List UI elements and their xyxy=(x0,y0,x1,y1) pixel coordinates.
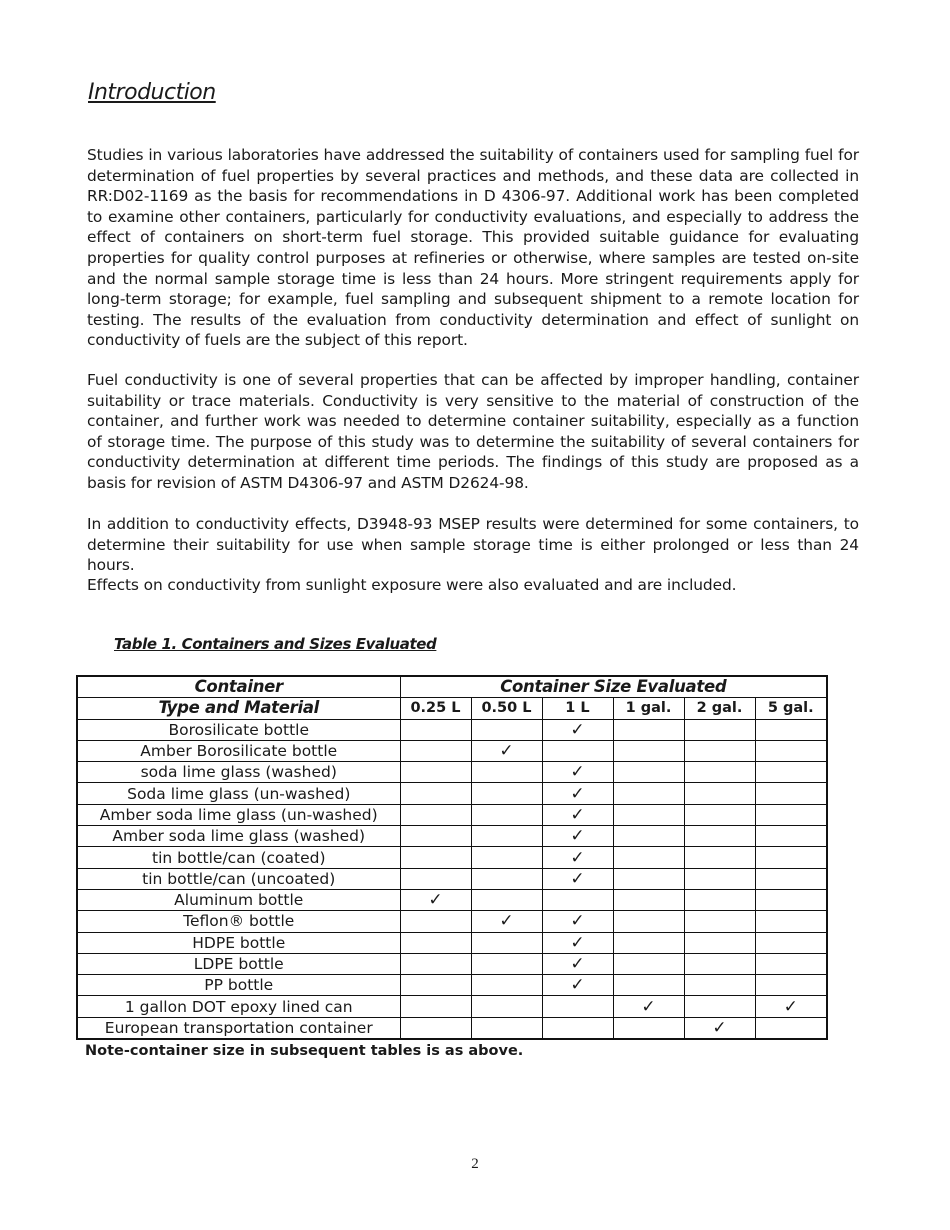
table-row xyxy=(77,932,827,953)
table-row xyxy=(77,889,827,910)
container-material-cell: Teflon® bottle xyxy=(77,911,400,932)
size-cell xyxy=(471,975,542,996)
page-number: 2 xyxy=(471,1156,479,1172)
size-cell xyxy=(400,804,471,825)
table-row xyxy=(77,783,827,804)
size-cell xyxy=(542,719,613,740)
size-cell xyxy=(755,953,827,974)
size-cell xyxy=(400,783,471,804)
size-cell xyxy=(613,932,684,953)
check-mark-icon: ✓ xyxy=(570,911,585,932)
size-cell xyxy=(613,889,684,910)
size-cell xyxy=(542,740,613,761)
check-mark-icon: ✓ xyxy=(712,1017,727,1038)
table-row xyxy=(77,996,827,1017)
check-mark-icon: ✓ xyxy=(570,762,585,783)
size-cell xyxy=(542,889,613,910)
container-material-cell: tin bottle/can (coated) xyxy=(77,847,400,868)
size-cell xyxy=(684,1017,755,1039)
table-header-row-2 xyxy=(77,698,827,719)
size-cell xyxy=(755,826,827,847)
size-cell xyxy=(542,868,613,889)
header-size-col: 1 L xyxy=(542,698,613,719)
size-cell xyxy=(613,762,684,783)
table-row xyxy=(77,868,827,889)
container-material-cell: PP bottle xyxy=(77,975,400,996)
size-cell xyxy=(471,826,542,847)
size-cell xyxy=(400,826,471,847)
size-cell xyxy=(471,847,542,868)
check-mark-icon: ✓ xyxy=(570,975,585,996)
size-cell xyxy=(684,719,755,740)
size-cell xyxy=(613,953,684,974)
table-row xyxy=(77,804,827,825)
size-cell xyxy=(400,975,471,996)
check-mark-icon: ✓ xyxy=(570,804,585,825)
size-cell xyxy=(684,975,755,996)
table-note: Note-container size in subsequent tables is as above. xyxy=(85,1043,524,1059)
size-cell xyxy=(613,868,684,889)
size-cell xyxy=(400,911,471,932)
size-cell xyxy=(542,911,613,932)
size-cell xyxy=(542,826,613,847)
check-mark-icon: ✓ xyxy=(499,741,514,762)
container-material-cell: Soda lime glass (un-washed) xyxy=(77,783,400,804)
size-cell xyxy=(755,1017,827,1039)
size-cell xyxy=(542,847,613,868)
check-mark-icon: ✓ xyxy=(570,719,585,740)
size-cell xyxy=(755,719,827,740)
size-cell xyxy=(542,953,613,974)
size-cell xyxy=(400,740,471,761)
check-mark-icon: ✓ xyxy=(570,954,585,974)
check-mark-icon: ✓ xyxy=(641,996,656,1017)
size-cell xyxy=(471,868,542,889)
header-size-col: 0.25 L xyxy=(400,698,471,719)
size-cell xyxy=(471,911,542,932)
check-mark-icon: ✓ xyxy=(570,783,585,804)
table-row xyxy=(77,719,827,740)
size-cell xyxy=(755,762,827,783)
size-cell xyxy=(471,804,542,825)
size-cell xyxy=(400,847,471,868)
header-size-col: 2 gal. xyxy=(684,698,755,719)
size-cell xyxy=(755,911,827,932)
size-cell xyxy=(684,826,755,847)
size-cell xyxy=(471,996,542,1017)
table-row xyxy=(77,762,827,783)
container-material-cell: Aluminum bottle xyxy=(77,889,400,910)
check-mark-icon: ✓ xyxy=(499,911,514,932)
size-cell xyxy=(471,932,542,953)
size-cell xyxy=(684,889,755,910)
size-cell xyxy=(471,740,542,761)
size-cell xyxy=(613,975,684,996)
size-cell xyxy=(471,889,542,910)
size-cell xyxy=(684,740,755,761)
section-heading: Introduction xyxy=(88,80,216,105)
size-cell xyxy=(542,1017,613,1039)
size-cell xyxy=(755,740,827,761)
table-row xyxy=(77,975,827,996)
paragraph-2: Fuel conductivity is one of several properties that can be affected by improper handling, container suitability or trace materials. Conductivity is very sensitive to the material of construction of the container, and further work was needed to determine container suitability, especially as a function of storage time. The purpose of this study was to determine the suitability of several containers for conductivity determination at different time periods. The findings of this study are proposed as a basis for revision of ASTM D4306-97 and ASTM D2624-98. xyxy=(87,371,859,492)
table-row xyxy=(77,847,827,868)
size-cell xyxy=(684,868,755,889)
size-cell xyxy=(400,889,471,910)
size-cell xyxy=(684,996,755,1017)
size-cell xyxy=(400,953,471,974)
size-cell xyxy=(400,1017,471,1039)
size-cell xyxy=(400,762,471,783)
container-material-cell: LDPE bottle xyxy=(77,953,400,974)
size-cell xyxy=(613,996,684,1017)
size-cell xyxy=(471,1017,542,1039)
header-type-material: Type and Material xyxy=(77,698,400,719)
table-row xyxy=(77,740,827,761)
paragraph-3: In addition to conductivity effects, D3948-93 MSEP results were determined for some containers, to determine their suitability for use when sample storage time is either prolonged or less than 24 hours. xyxy=(87,515,859,575)
size-cell xyxy=(400,868,471,889)
container-material-cell: Amber Borosilicate bottle xyxy=(77,740,400,761)
header-container-size: Container Size Evaluated xyxy=(400,676,827,698)
size-cell xyxy=(684,953,755,974)
check-mark-icon: ✓ xyxy=(570,847,585,868)
check-mark-icon: ✓ xyxy=(428,890,443,911)
size-cell xyxy=(613,1017,684,1039)
size-cell xyxy=(400,932,471,953)
size-cell xyxy=(755,868,827,889)
size-cell xyxy=(542,975,613,996)
check-mark-icon: ✓ xyxy=(570,868,585,889)
paragraph-4: Effects on conductivity from sunlight exposure were also evaluated and are included. xyxy=(87,576,737,594)
header-size-col: 5 gal. xyxy=(755,698,827,719)
size-cell xyxy=(613,740,684,761)
container-material-cell: tin bottle/can (uncoated) xyxy=(77,868,400,889)
table-caption: Table 1. Containers and Sizes Evaluated xyxy=(114,635,437,653)
container-material-cell: soda lime glass (washed) xyxy=(77,762,400,783)
size-cell xyxy=(400,719,471,740)
container-material-cell: Borosilicate bottle xyxy=(77,719,400,740)
size-cell xyxy=(613,719,684,740)
size-cell xyxy=(684,847,755,868)
header-size-col: 1 gal. xyxy=(613,698,684,719)
size-cell xyxy=(684,911,755,932)
table-row xyxy=(77,826,827,847)
size-cell xyxy=(613,826,684,847)
size-cell xyxy=(471,762,542,783)
size-cell xyxy=(755,932,827,953)
size-cell xyxy=(400,996,471,1017)
container-material-cell: Amber soda lime glass (washed) xyxy=(77,826,400,847)
size-cell xyxy=(471,953,542,974)
size-cell xyxy=(613,804,684,825)
size-cell xyxy=(542,804,613,825)
size-cell xyxy=(542,996,613,1017)
container-material-cell: Amber soda lime glass (un-washed) xyxy=(77,804,400,825)
size-cell xyxy=(684,762,755,783)
size-cell xyxy=(542,932,613,953)
table-row xyxy=(77,1017,827,1039)
size-cell xyxy=(542,783,613,804)
size-cell xyxy=(613,847,684,868)
size-cell xyxy=(613,783,684,804)
paragraph-1: Studies in various laboratories have addressed the suitability of containers used for sampling fuel for determination of fuel properties by several practices and methods, and these data are collected in RR:D02-1169 as the basis for recommendations in D 4306-97. Additional work has been completed to examine other containers, particularly for conductivity evaluations, and especially to address the effect of containers on short-term fuel storage. This provided suitable guidance for evaluating properties for quality control purposes at refineries or otherwise, where samples are tested on-site and the normal sample storage time is less than 24 hours. More stringent requirements apply for long-term storage; for example, fuel sampling and subsequent shipment to a remote location for testing. The results of the evaluation from conductivity determination and effect of sunlight on conductivity of fuels are the subject of this report. xyxy=(87,146,859,350)
size-cell xyxy=(755,996,827,1017)
size-cell xyxy=(471,719,542,740)
size-cell xyxy=(755,783,827,804)
table-header-row-1 xyxy=(77,676,827,698)
table-row xyxy=(77,953,827,974)
header-size-col: 0.50 L xyxy=(471,698,542,719)
table-row xyxy=(77,911,827,932)
size-cell xyxy=(684,932,755,953)
size-cell xyxy=(755,847,827,868)
size-cell xyxy=(684,783,755,804)
container-material-cell: European transportation container xyxy=(77,1017,400,1039)
size-cell xyxy=(755,804,827,825)
size-cell xyxy=(613,911,684,932)
check-mark-icon: ✓ xyxy=(783,996,798,1017)
size-cell xyxy=(542,762,613,783)
size-cell xyxy=(755,889,827,910)
size-cell xyxy=(755,975,827,996)
container-material-cell: 1 gallon DOT epoxy lined can xyxy=(77,996,400,1017)
header-container: Container xyxy=(77,676,400,698)
containers-table xyxy=(76,675,828,1040)
check-mark-icon: ✓ xyxy=(570,932,585,953)
size-cell xyxy=(684,804,755,825)
container-material-cell: HDPE bottle xyxy=(77,932,400,953)
table-body xyxy=(77,719,827,1039)
check-mark-icon: ✓ xyxy=(570,826,585,847)
size-cell xyxy=(471,783,542,804)
